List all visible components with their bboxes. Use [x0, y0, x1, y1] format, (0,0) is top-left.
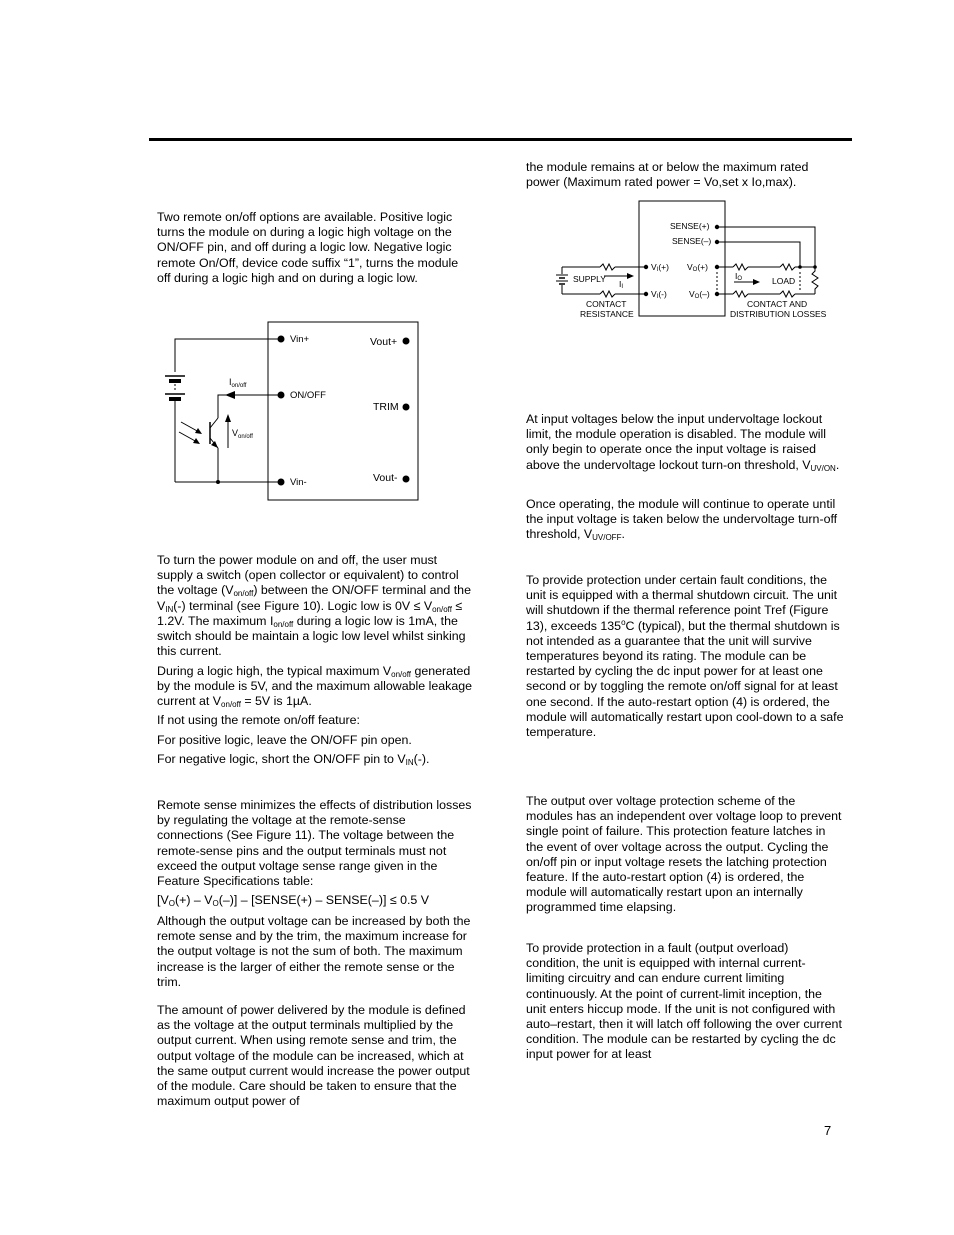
positive-logic-paragraph: For positive logic, leave the ON/OFF pin open. [157, 733, 412, 747]
power-paragraph: The amount of power delivered by the module is defined as the voltage at the output terminals multiplied by the output current. When using remote sense and trim, the output voltage of the module can be increased, which at the same output current would increase the power output of the module. Care should be taken to ensure that the maximum output power of [157, 1003, 470, 1109]
remote-onoff-figure [155, 318, 425, 506]
negative-logic-paragraph: For negative logic, short the ON/OFF pin to $V_{IN}(-)$. [157, 752, 430, 767]
vi-plus-label: VI(+) [651, 262, 669, 273]
overcurrent-paragraph: To provide protection in a fault (output overload) condition, the unit is equipped with internal current-limiting circuitry and can endure current limiting continuously. At the point of current-limit inception, the unit enters hiccup mode. If the unit is not configured with auto–restart, then it will latch off following the over current condition. The module can be restarted by cycling the dc input power for at least [526, 941, 842, 1062]
vo-plus-label: VO(+) [687, 262, 708, 273]
not-using-paragraph: If not using the remote on/off feature: [157, 713, 360, 727]
header-rule [149, 138, 852, 141]
vout-plus-label: Vout+ [370, 336, 398, 348]
io-label: IO [735, 271, 743, 282]
distribution-losses-label: DISTRIBUTION LOSSES [730, 309, 827, 319]
page-number: 7 [824, 1123, 832, 1138]
onoff-pin-label: ON/OFF [290, 390, 326, 401]
max-increase-paragraph: Although the output voltage can be increased by both the remote sense and by the trim, the maximum increase for the output voltage is not the sum of both. The maximum increase is the larger of either the remote sense or the trim. [157, 914, 471, 989]
remote-sense-paragraph: Remote sense minimizes the effects of distribution losses by regulating the voltage at the remote-sense connections (See Figure 11). The voltage between the remote-sense pins and the output terminals must not exceed the output voltage sense range given in the Feature Specifications table: [157, 798, 472, 889]
vin-plus-label: Vin+ [290, 334, 310, 345]
vin-minus-label: Vin- [290, 477, 307, 488]
rated-power-paragraph: the module remains at or below the maximum rated power (Maximum rated power = Vo,set x Io,max). [526, 160, 809, 190]
thermal-paragraph: To provide protection under certain fault conditions, the unit is equipped with a thermal shutdown circuit. The unit will shutdown if the thermal reference point Tref (Figure 13), exceeds 135$^o$C (typical), but the thermal shutdown is not intended as a guarantee that the unit will survive temperatures beyond its rating. The module can be restarted by cycling the dc input power for at least one second or by toggling the remote on/off signal for at least one second. If the auto-restart option (4) is ordered, the module will automatically restart upon cool-down to a safe temperature. [526, 573, 844, 740]
contact-label: CONTACT [586, 299, 627, 309]
remote-onoff-paragraph: Two remote on/off options are available. Positive logic turns the module on during a logic high voltage on the ON/OFF pin, and off during a logic low. Negative logic remote On/Off, device code suffix “1”, turns the module off during a logic high and on during a logic low. [157, 210, 459, 285]
trim-label: TRIM [373, 401, 399, 413]
von-off-label: $V_{on/off}$ [232, 428, 253, 440]
vout-minus-label: Vout- [373, 472, 398, 484]
overvoltage-paragraph: The output over voltage protection scheme of the modules has an independent over voltage loop to prevent single point of failure. This protection feature latches in the event of over voltage across the output. Cycling the on/off pin or input voltage resets the latching protection feature. If the auto-restart option (4) is ordered, the module will automatically restart upon an internally programmed time elapsing. [526, 794, 842, 915]
ii-label: II [619, 279, 624, 290]
sense-plus-label: SENSE(+) [670, 221, 710, 231]
resistance-label: RESISTANCE [580, 309, 634, 319]
once-operating-paragraph: Once operating, the module will continue to operate until the input voltage is taken below the undervoltage turn-off threshold, $V_{UV/OFF}$. [526, 497, 838, 543]
ion-off-label: $I_{on/off}$ [229, 377, 247, 389]
sense-equation: $[V_O(+) - V_O(-)]$ – [SENSE(+) – SENSE(–)] ≤ 0.5 V [157, 893, 430, 908]
sense-minus-label: SENSE(–) [672, 236, 712, 246]
contact-and-label: CONTACT AND [747, 299, 808, 309]
vo-minus-label: VO(–) [689, 289, 710, 300]
vi-minus-label: VI(-) [651, 289, 667, 300]
remote-sense-figure [552, 198, 834, 324]
load-label: LOAD [772, 276, 796, 286]
undervoltage-paragraph: At input voltages below the input undervoltage lockout limit, the module operation is disabled. The module will only begin to operate once the input voltage is raised above the undervoltage lockout turn-on threshold, $V_{UV/ON}$. [526, 412, 840, 473]
supply-label: SUPPLY [573, 274, 606, 284]
switch-paragraph: To turn the power module on and off, the user must supply a switch (open collector or equivalent) to control the voltage $(V_{on/off})$ between the ON/OFF terminal and the $V_{IN}(-)$ terminal (see Figure 10). Logic low is $0V \le V_{on/off} \le 1.2V$. The maximum $I_{on/off}$ during a logic low is 1mA, the switch should be maintain a logic low level whilst sinking this current. [157, 553, 471, 659]
logic-high-paragraph: During a logic high, the typical maximum $V_{on/off}$ generated by the module is 5V, and the maximum allowable leakage current at $V_{on/off} = 5V$ is 1µA. [157, 664, 472, 710]
